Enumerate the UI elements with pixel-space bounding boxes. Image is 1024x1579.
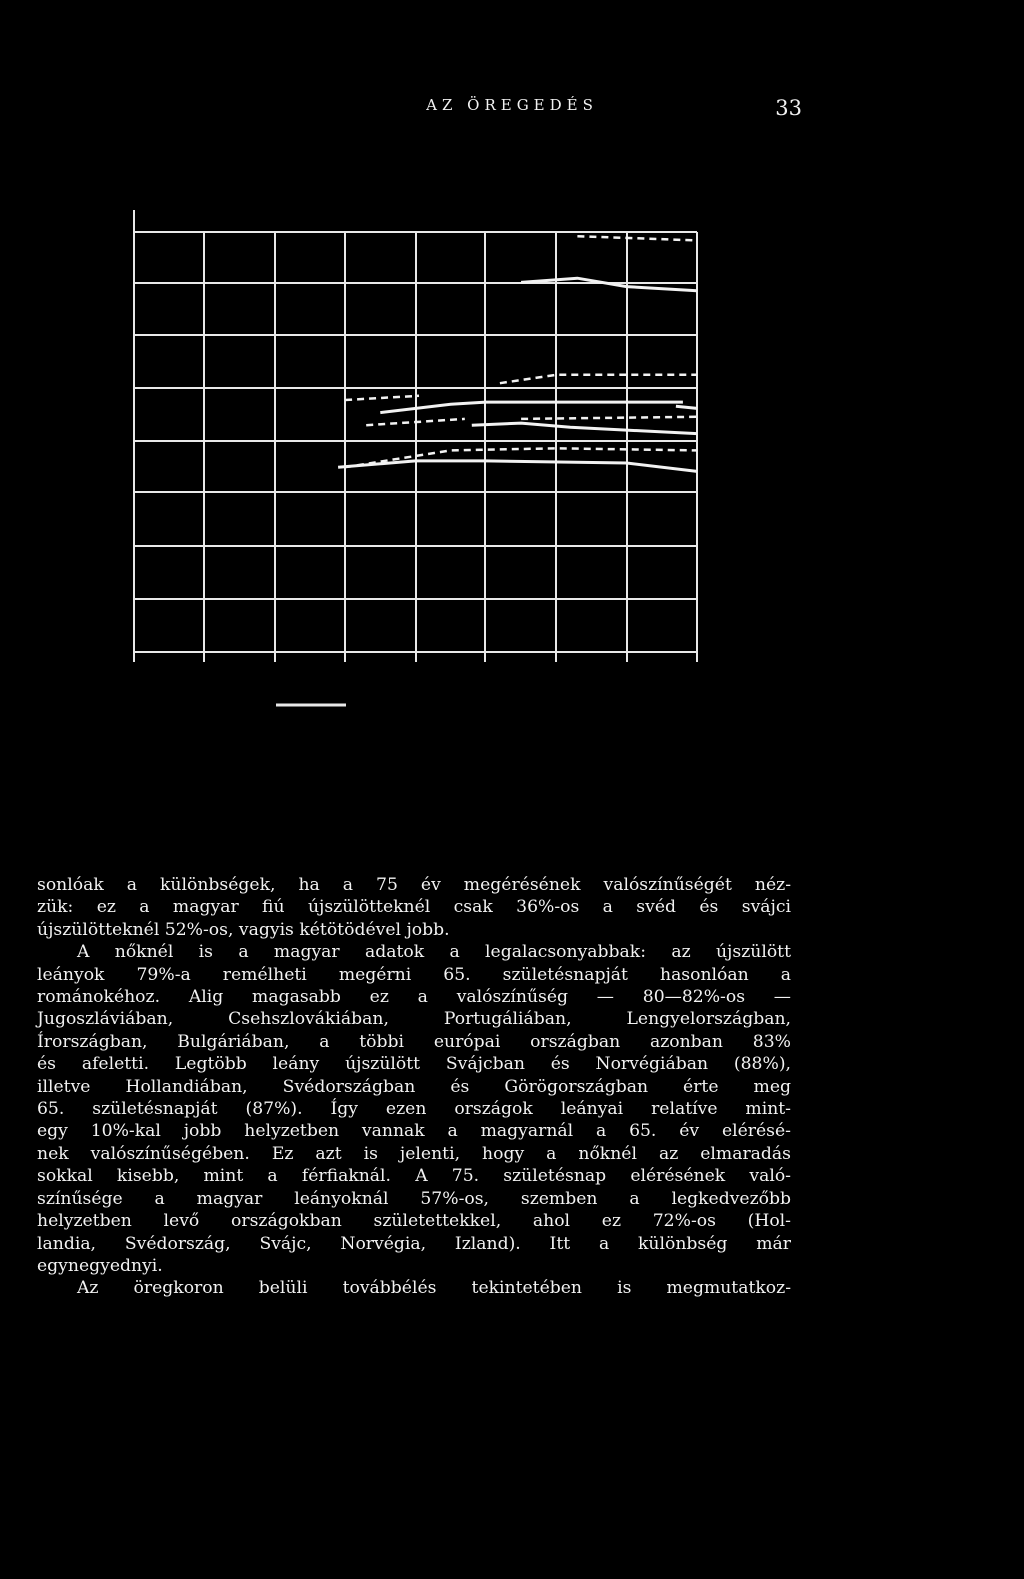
paragraph-2-line-3: románokéhoz. Alig magasabb ez a valószínűség — 80—82%-os — [37,987,791,1008]
chart-series [338,236,697,471]
paragraph-2-line-14: landia, Svédország, Svájc, Norvégia, Izland). Itt a különbség már [37,1233,791,1254]
series-line-upper-solid [521,278,697,291]
paragraph-2-line-11: sokkal kisebb, mint a férfiaknál. A 75. születésnap elérésének való- [37,1166,791,1187]
paragraph-2-line-12: színűsége a magyar leányoknál 57%-os, szemben a legkedvezőbb [37,1188,791,1209]
line-chart-figure [0,0,1024,760]
running-head: AZ ÖREGEDÉS [426,96,598,114]
series-line-middle-dashed [500,375,697,383]
paragraph-2-line-13: helyzetben levő országokban születettekkel, ahol ez 72%-os (Hol- [37,1211,791,1232]
paragraph-2-line-9: egy 10%-kal jobb helyzetben vannak a magyarnál a 65. év elérésé- [37,1121,791,1142]
paragraph-1-line-1: sonlóak a különbségek, ha a 75 év megérésének valószínűségét néz- [37,875,791,895]
series-line-lower-solid [472,423,697,434]
series-line-right-dashed [521,417,697,419]
paragraph-2-line-15: egynegyednyi. [37,1255,163,1276]
paragraph-2-line-5: Írországban, Bulgáriában, a többi európai országban azonban 83% [37,1031,791,1052]
series-line-center-solid [380,402,683,413]
paragraph-2-line-7: illetve Hollandiában, Svédországban és Görögországban érte meg [37,1076,791,1097]
body-text [37,874,791,1300]
paragraph-3-line-1: Az öregkoron belüli továbbélés tekintetében is megmutatkoz- [77,1278,791,1299]
paragraph-2-line-8: 65. születésnapját (87%). Így ezen országok leányai relatíve mint- [37,1099,791,1120]
paragraph-1-line-3: újszülötteknél 52%-os, vagyis kétötödével jobb. [37,919,450,940]
paragraph-1-line-2: zük: ez a magyar fiú újszülötteknél csak 36%-os a svéd és svájci [37,897,791,918]
series-line-top-right-dashed [577,236,697,240]
paragraph-2-line-10: nek valószínűségében. Ez azt is jelenti, hogy a nőknél az elmaradás [37,1143,791,1164]
paragraph-2-line-2: leányok 79%-a remélheti megérni 65. születésnapját hasonlóan a [37,964,791,985]
paragraph-2-line-4: Jugoszláviában, Csehszlovákiában, Portugáliában, Lengyelországban, [37,1009,791,1030]
chart-grid [134,210,697,662]
series-line-bottom-solid [338,461,697,472]
page-number: 33 [775,96,802,120]
series-line-left-dashed-upper [345,396,419,400]
paragraph-2-line-6: és afeletti. Legtöbb leány újszülött Svájcban és Norvégiában (88%), [37,1054,791,1075]
series-line-right-stub [676,406,697,408]
paragraph-2-line-1: A nőknél is a magyar adatok a legalacsonyabbak: az újszülött [77,942,791,963]
